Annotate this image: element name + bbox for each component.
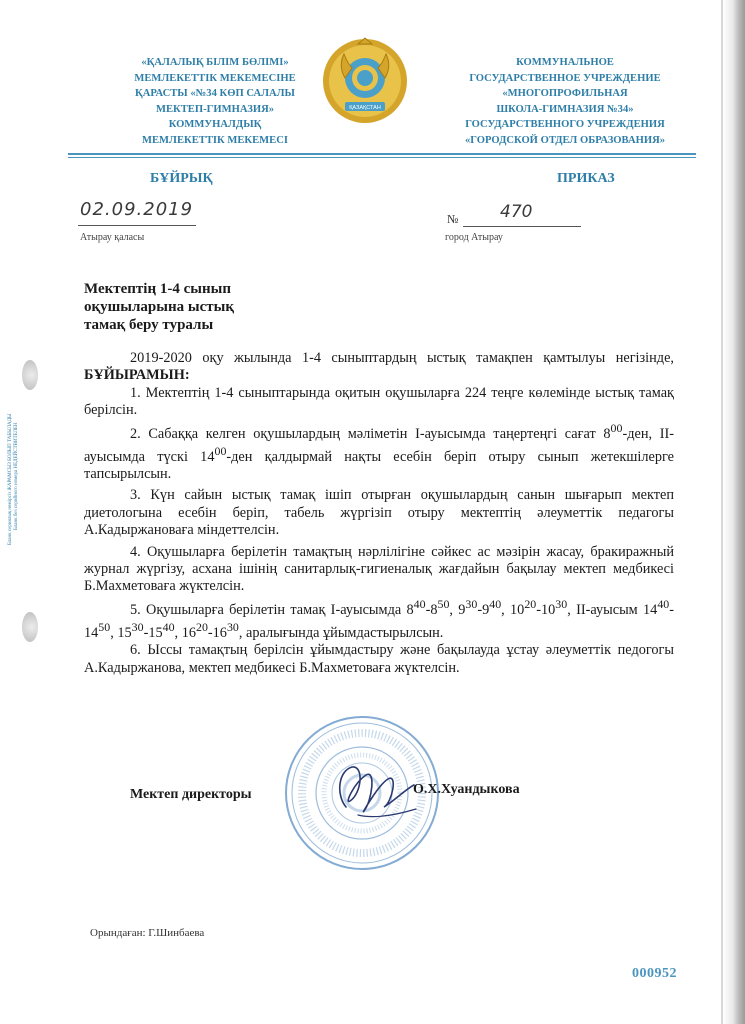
time-minute: 30 — [555, 596, 568, 611]
order-label-ru: ПРИКАЗ — [557, 171, 615, 186]
item-2 — [84, 420, 674, 484]
time-hour: 8 — [406, 601, 414, 618]
time-hour: 15 — [148, 624, 163, 641]
item-2-part: -ден, ІІ-ауысымда түскі 14 — [84, 425, 675, 465]
title-line: тамақ беру туралы — [84, 317, 214, 333]
header-kz-line: МЕКТЕП-ГИМНАЗИЯ» — [155, 103, 275, 115]
header-kazakh — [100, 55, 330, 149]
item-5-lead: 5. Оқушыларға берілетін тамақ І-ауысымда — [130, 601, 407, 618]
document-body — [84, 350, 674, 677]
header-kz-line: МЕМЛЕКЕТТІК МЕКЕМЕСІ — [141, 134, 288, 146]
item-5-shift2: $14^{40}-14^{50}$, $15^{30}-15^{40}$, $16^{20}-16^{30}$ — [84, 596, 674, 641]
time-minute: 20 — [524, 596, 537, 611]
time-minute: 40 — [162, 619, 175, 634]
state-emblem-icon — [320, 36, 410, 126]
item-5-shift1: $8^{40}-8^{50}$, $9^{30}-9^{40}$, $10^{20}-10^{30}$ — [406, 596, 568, 618]
item-6: 6. Ыссы тамақтың берілсін ұйымдастыру және бақылауда ұстау әлеуметтік педогогы А.Кадыржанова, мектеп медбикесі Б.Махметоваға жүктелсін. — [84, 642, 674, 676]
item-2-part: -ден қалдырмай нақты есебін беріп отыру сынып жетекшілерге тапсырылсын. — [84, 448, 675, 482]
title-line: оқушыларына ыстық — [84, 299, 234, 315]
time-minute: 20 — [195, 619, 208, 634]
serial-number: 000952 — [632, 966, 677, 981]
header-kz-line: ҚАРАСТЫ «№34 КӨП САЛАЛЫ — [135, 88, 295, 100]
time-hour: 10 — [510, 601, 525, 618]
item-2-sup: 00 — [610, 420, 623, 435]
document-title — [84, 280, 234, 334]
time-minute: 50 — [437, 596, 450, 611]
order-date: 02.09.2019 — [80, 199, 194, 220]
time-minute: 50 — [98, 619, 111, 634]
time-hour: 15 — [117, 624, 132, 641]
title-line: Мектептің 1-4 сынып — [84, 281, 231, 297]
city-ru: город Атырау — [445, 232, 503, 243]
header-ru-line: «МНОГОПРОФИЛЬНАЯ — [502, 88, 628, 100]
time-minute: 40 — [413, 596, 426, 611]
header-ru-line: КОММУНАЛЬНОЕ — [516, 57, 614, 68]
item-3: 3. Күн сайын ыстық тамақ ішіп отырған оқушылардың санын шығарып мектеп диетологына есебін беріп, табель жүргізіп отыру мектептің әлеуметтік педагогы А.Кадыржановаға міндеттелсін. — [84, 487, 674, 539]
emblem-text: ҚАЗАҚСТАН — [349, 105, 381, 111]
order-number: 470 — [500, 202, 533, 222]
order-label-kz: БҰЙРЫҚ — [150, 171, 213, 186]
time-hour: 14 — [643, 601, 658, 618]
header-ru-line: ГОСУДАРСТВЕННОЕ УЧРЕЖДЕНИЕ — [469, 72, 661, 84]
time-hour: 16 — [212, 624, 227, 641]
header-divider-thin — [68, 157, 696, 158]
time-minute: 40 — [489, 596, 502, 611]
item-5: 5. Оқушыларға берілетін тамақ І-ауысымда $8^{40}-8^{50}$, $9^{30}-9^{40}$, $10^{20}-10^{30}$, ІІ-ауысым $14^{40}-14^{50}$, $15^{30}-15^{40}$, $16^{20}-16^{30}$, аралығында ұйымдастырылсын. — [84, 596, 674, 641]
time-hour: 9 — [482, 601, 490, 618]
item-4: 4. Оқушыларға берілетін тамақтың нәрлілігіне сәйкес ас мәзірін жасау, бракиражный журнал жүргізу, асхана ішінің санитарлық-гигиеналық жағдайын бақылау мектеп медбикесі Б.Махметоваға жүктелсін. — [84, 543, 674, 595]
margin-note: Бланк без серийного номера НЕДЕЙСТВИТЕЛЕН — [14, 422, 19, 530]
item-1: 1. Мектептің 1-4 сыныптарында оқитын оқушыларға 224 теңге көлемінде ыстық тамақ берілсін. — [84, 384, 674, 419]
header-ru-line: «ГОРОДСКОЙ ОТДЕЛ ОБРАЗОВАНИЯ» — [464, 134, 666, 146]
city-kz: Атырау қаласы — [80, 232, 145, 243]
margin-note: Бланк сериялық нөмірсіз ЖАРАМСЫЗ БОЛЫП ТАБЫЛАДЫ — [8, 413, 13, 545]
header-kz-line: «ҚАЛАЛЫҚ БІЛІМ БӨЛІМІ» — [141, 57, 289, 68]
date-underline — [78, 225, 196, 226]
time-minute: 30 — [465, 596, 478, 611]
intro-bold: БҰЙЫРАМЫН: — [84, 367, 190, 384]
item-5-mid: ІІ-ауысым — [576, 601, 644, 618]
signature-label: Мектеп директоры — [130, 787, 252, 802]
item-2-part: 2. Сабаққа келген оқушылардың мәліметін І-ауысымда таңертеңгі сағат 8 — [130, 425, 611, 442]
header-ru-line: ШКОЛА-ГИМНАЗИЯ №34» — [496, 103, 634, 115]
time-minute: 30 — [226, 619, 239, 634]
item-5-tail: аралығында ұйымдастырылсын. — [242, 624, 444, 641]
header-kz-line: МЕМЛЕКЕТТІК МЕКЕМЕСІНЕ — [134, 72, 296, 84]
punch-hole — [22, 612, 38, 642]
time-hour: 9 — [458, 601, 466, 618]
number-sign: № — [447, 212, 459, 226]
header-russian — [445, 55, 685, 149]
director-signature — [318, 745, 428, 835]
signatory-name: О.Х.Хуандыкова — [413, 782, 520, 797]
punch-hole — [22, 360, 38, 390]
intro-text: 2019-2020 оқу жылында 1-4 сыныптардың ыстық тамақпен қамтылуы негізінде, — [130, 350, 674, 366]
header-ru-line: ГОСУДАРСТВЕННОГО УЧРЕЖДЕНИЯ — [465, 119, 665, 131]
time-minute: 30 — [131, 619, 144, 634]
time-hour: 14 — [84, 624, 99, 641]
number-underline — [463, 226, 581, 227]
scan-edge-shadow — [723, 0, 745, 1024]
time-hour: 10 — [541, 601, 556, 618]
header-kz-line: КОММУНАЛДЫҚ — [168, 119, 262, 131]
item-2-sup: 00 — [214, 443, 227, 458]
time-minute: 40 — [657, 596, 670, 611]
executor-line: Орындаған: Г.Шинбаева — [90, 927, 205, 939]
time-hour: 8 — [430, 601, 438, 618]
header-divider — [68, 153, 696, 155]
time-hour: 16 — [181, 624, 196, 641]
intro-paragraph — [84, 350, 674, 385]
